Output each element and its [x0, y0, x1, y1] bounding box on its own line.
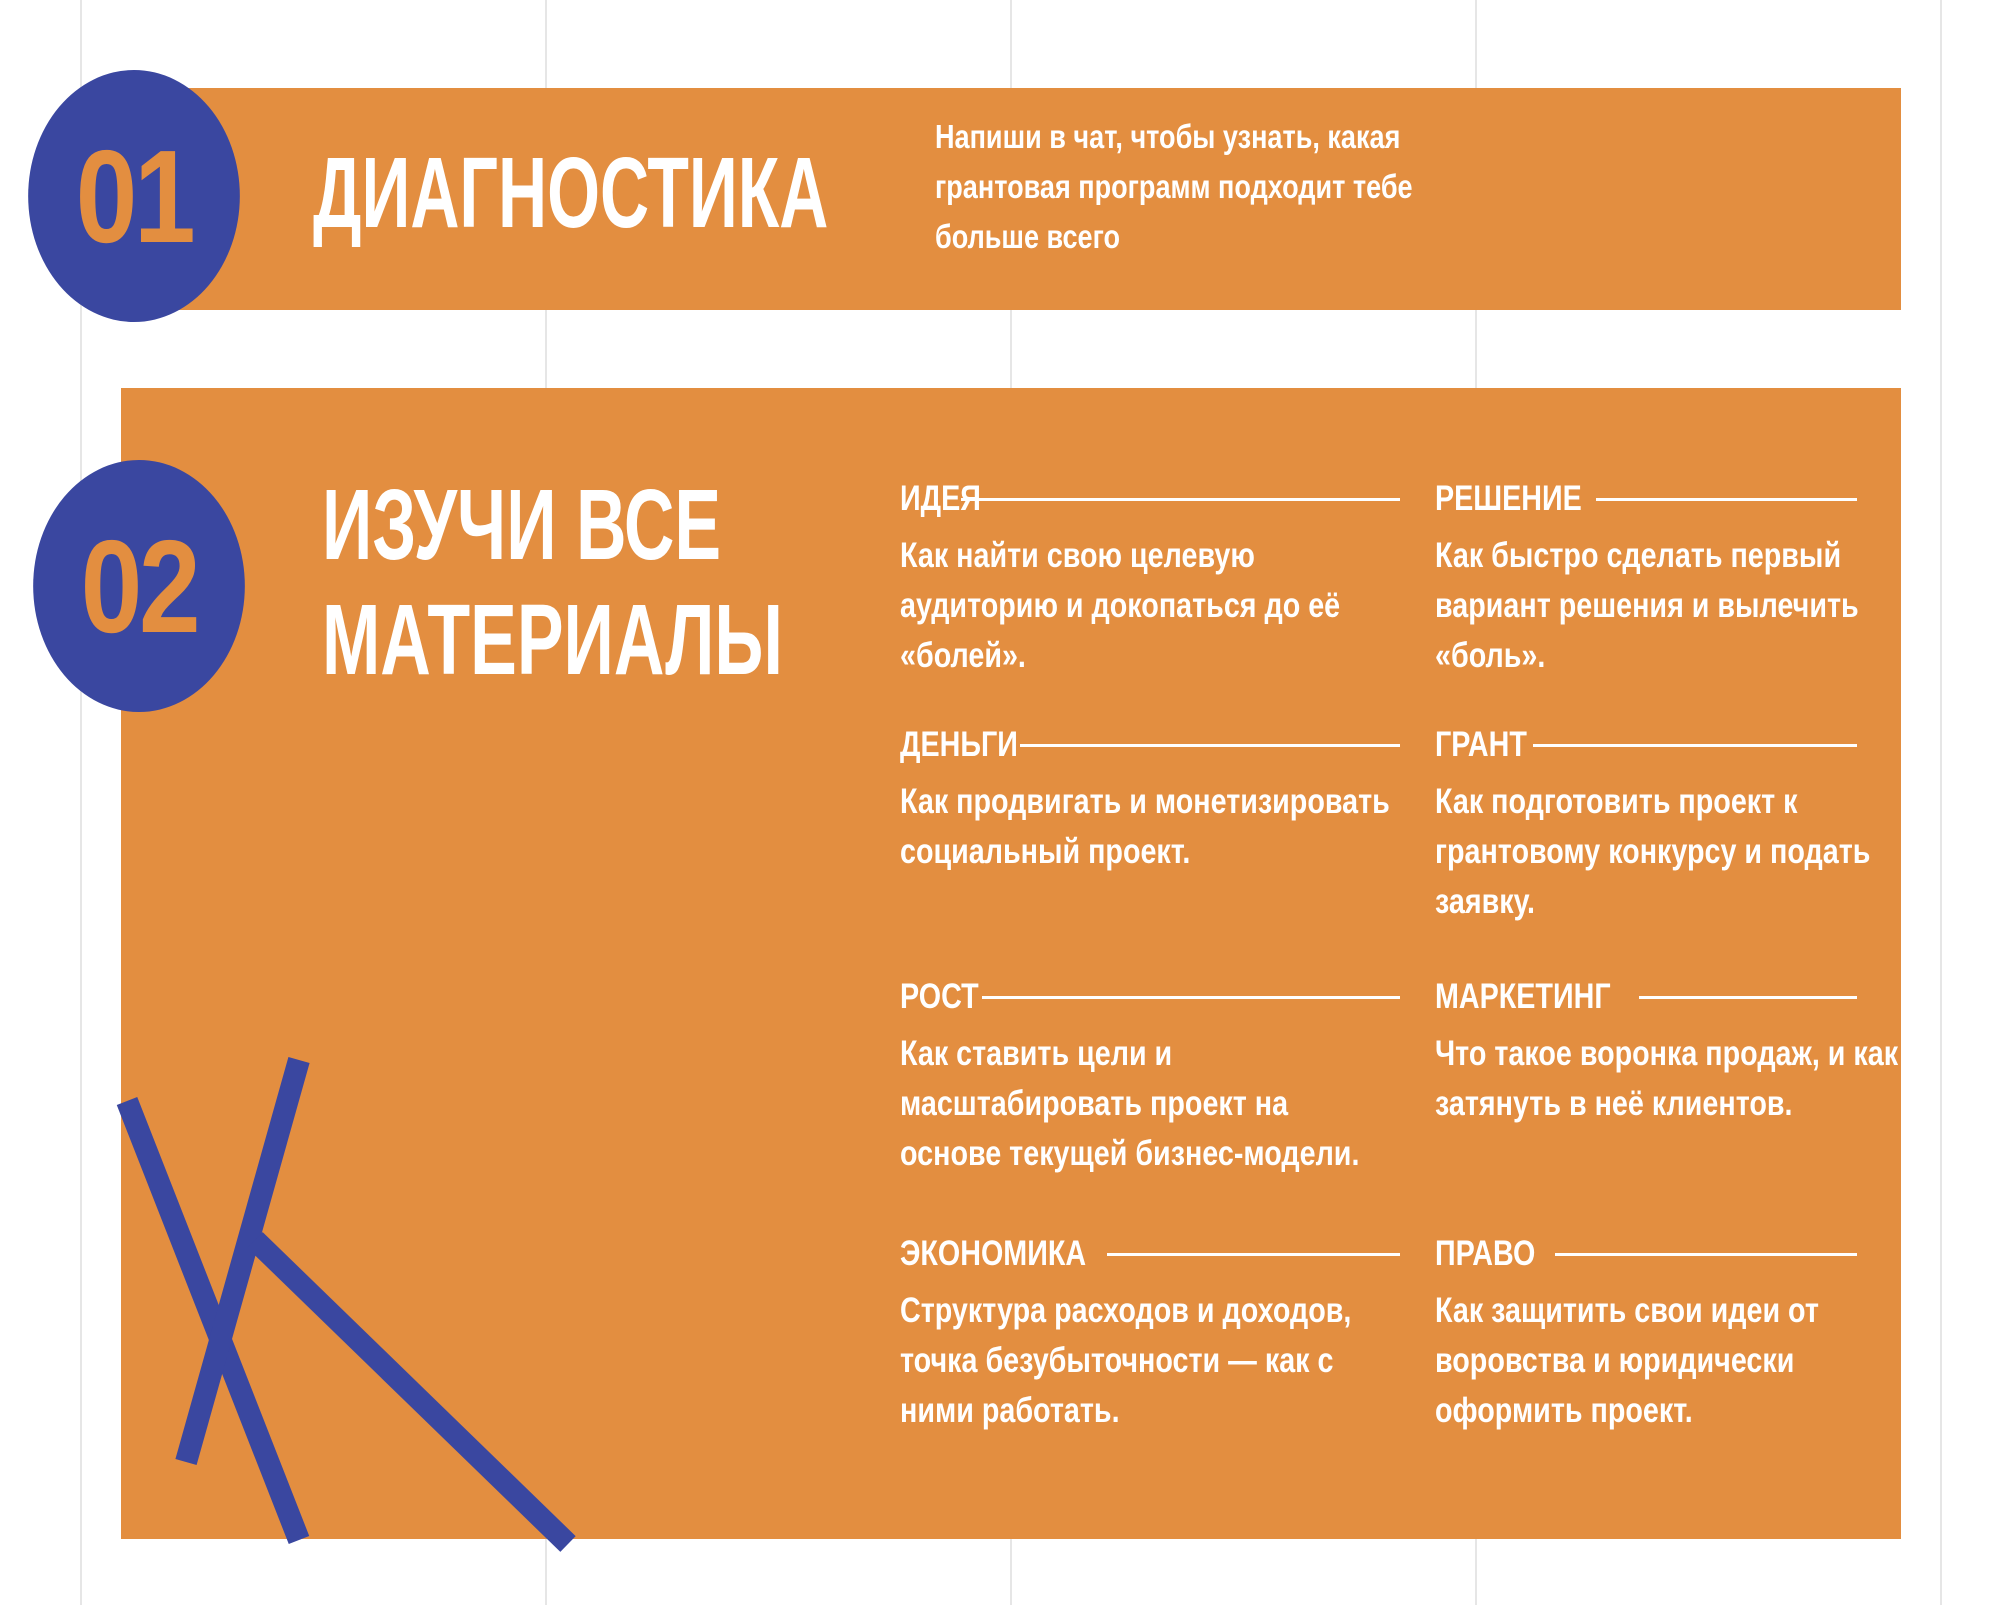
topic-grant	[1435, 723, 1871, 927]
topic-idea	[900, 477, 1400, 681]
section-1-title: ДИАГНОСТИКА	[313, 137, 829, 249]
topic-header	[900, 1232, 1400, 1276]
topic-header	[1435, 477, 1857, 521]
topic-description: Как найти свою целевую аудиторию и докопаться до её «болей».	[900, 536, 1341, 675]
topic-description: Как защитить свои идеи от воровства и юридически оформить проект.	[1435, 1291, 1819, 1430]
topic-description: Как подготовить проект к грантовому конкурсу и подать заявку.	[1435, 782, 1871, 921]
topic-law	[1435, 1232, 1857, 1436]
topic-growth	[900, 975, 1400, 1179]
topic-name: ПРАВО	[1435, 1234, 1536, 1273]
section-2-title-line-1: ИЗУЧИ ВСЕ	[322, 469, 722, 581]
topic-description: Структура расходов и доходов, точка безубыточности — как с ними работать.	[900, 1291, 1352, 1430]
topic-rule	[1639, 996, 1857, 999]
topic-header	[900, 723, 1400, 767]
topic-name: ДЕНЬГИ	[900, 725, 1018, 764]
topic-description: Как продвигать и монетизировать социальный проект.	[900, 782, 1390, 871]
topic-name: ИДЕЯ	[900, 479, 981, 518]
topic-name: РОСТ	[900, 977, 979, 1016]
topic-header	[1435, 723, 1857, 767]
topic-name: МАРКЕТИНГ	[1435, 977, 1611, 1016]
topic-description: Что такое воронка продаж, и как затянуть в неё клиентов.	[1435, 1034, 1899, 1123]
section-1-number-badge: 01	[28, 70, 240, 322]
topic-marketing	[1435, 975, 1899, 1129]
topic-rule	[1533, 744, 1857, 747]
topic-name: РЕШЕНИЕ	[1435, 479, 1582, 518]
topic-header	[1435, 975, 1857, 1019]
topic-description: Как быстро сделать первый вариант решения и вылечить «боль».	[1435, 536, 1859, 675]
topic-rule	[1020, 744, 1400, 747]
section-2-title-line-2: МАТЕРИАЛЫ	[322, 584, 783, 696]
topic-rule	[1555, 1253, 1857, 1256]
topic-header	[1435, 1232, 1857, 1276]
topic-money	[900, 723, 1400, 877]
topic-name: ЭКОНОМИКА	[900, 1234, 1087, 1273]
topic-rule	[1107, 1253, 1400, 1256]
topic-header	[900, 477, 1400, 521]
topic-rule	[1596, 498, 1857, 501]
section-2-number-badge: 02	[33, 460, 245, 712]
section-1-note: Напиши в чат, чтобы узнать, какая грантовая программ подходит тебе больше всего	[935, 118, 1413, 255]
topic-rule	[982, 996, 1400, 999]
topic-solution	[1435, 477, 1857, 681]
topic-name: ГРАНТ	[1435, 725, 1527, 764]
topic-description: Как ставить цели и масштабировать проект на основе текущей бизнес-модели.	[900, 1034, 1360, 1173]
topic-rule	[961, 498, 1400, 501]
topic-header	[900, 975, 1400, 1019]
topic-economics	[900, 1232, 1400, 1436]
